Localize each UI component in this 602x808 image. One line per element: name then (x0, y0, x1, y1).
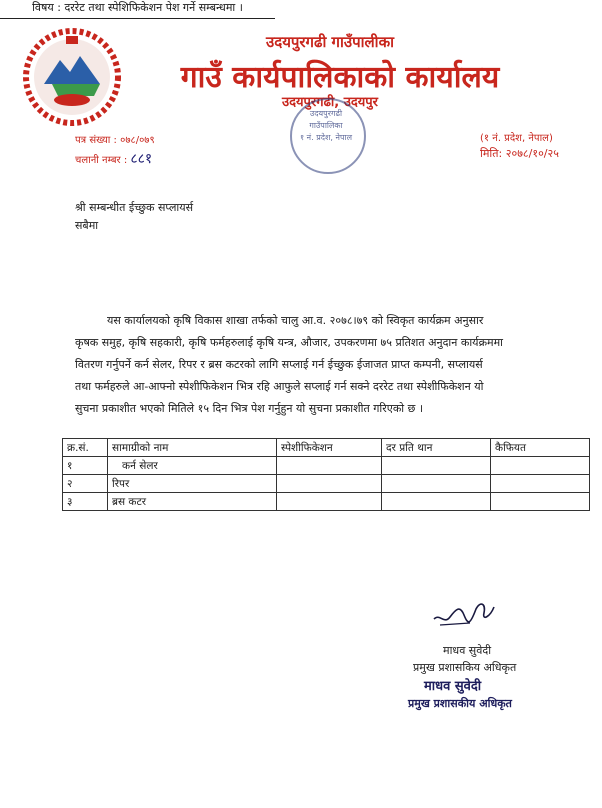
body-line: वितरण गर्नुपर्ने कर्न सेलर, रिपर र ब्रस कटरको लागि सप्लाई गर्न ईच्छुक ईजाजत प्राप्त कम्पनी, सप्लायर्स (75, 358, 483, 371)
table-row (63, 457, 590, 475)
table-cell (491, 493, 590, 511)
body-line: तथा फर्महरुले आ-आफ्नो स्पेशीफिकेशन भित्र रहि आफुले सप्लाई गर्न सक्ने दररेट तथा स्पेशीफिकेशन यो (75, 380, 484, 393)
table-cell: रिपर (108, 475, 277, 493)
table-cell (382, 493, 491, 511)
date (480, 146, 559, 161)
table-cell: १ (63, 457, 108, 475)
table-cell: २ (63, 475, 108, 493)
table-row (63, 493, 590, 511)
date-value: २०७८/१०/२५ (505, 147, 559, 160)
table-cell (382, 457, 491, 475)
title-stamp: प्रमुख प्रशासकीय अधिकृत (408, 697, 512, 710)
table-cell (277, 457, 382, 475)
dispatch-number (75, 149, 152, 168)
signatory-name: माधव सुवेदी (443, 644, 492, 657)
handwritten-signature-icon (430, 595, 500, 635)
letter-number-value: ०७८/०७९ (120, 135, 155, 146)
table-header-cell: कैफियत (491, 439, 590, 457)
table-header-cell: दर प्रति थान (382, 439, 491, 457)
items-table (62, 438, 590, 511)
body-line: कृषक समुह, कृषि सहकारी, कृषि फर्महरुलाई कृषि यन्त्र, औजार, उपकरणमा ७५ प्रतिशत अनुदान कार्यक्रममा (75, 336, 504, 349)
table-row (63, 475, 590, 493)
table-cell (491, 475, 590, 493)
dispatch-number-label: चलानी नम्बर : (75, 155, 128, 166)
letter-number (75, 132, 155, 146)
table-header-row (63, 439, 590, 457)
stamp-line: गाउँपालिका (309, 121, 343, 130)
table-header-cell: स्पेशीफिकेशन (277, 439, 382, 457)
table-cell: ३ (63, 493, 108, 511)
recipient-line: सबैमा (75, 219, 99, 232)
office-title: गाउँ कार्यपालिकाको कार्यालय (180, 60, 500, 95)
body-paragraph (75, 310, 585, 420)
subject-line: विषय : दररेट तथा स्पेशिफिकेशन पेश गर्ने सम्बन्धमा । (0, 0, 275, 19)
table-header-cell: सामाग्रीको नाम (108, 439, 277, 457)
recipient-line: श्री सम्बन्धीत ईच्छुक सप्लायर्स (75, 201, 194, 214)
stamp-line: उदयपुरगढी (309, 109, 343, 118)
table-cell (277, 493, 382, 511)
table-cell: कर्न सेलर (108, 457, 277, 475)
province-label: (१ नं. प्रदेश, नेपाल) (480, 133, 553, 144)
date-label: मिति: (480, 147, 503, 160)
municipality-name: उदयपुरगढी गाउँपालीका (266, 33, 394, 51)
office-stamp-text (286, 108, 366, 144)
letter-number-label: पत्र संख्या : (75, 135, 117, 146)
table-cell (277, 475, 382, 493)
office-address: उदयपुरगढी, उदयपुर (281, 95, 378, 110)
table-header-cell: क्र.सं. (63, 439, 108, 457)
table-cell (382, 475, 491, 493)
dispatch-number-value: ८८१ (130, 151, 153, 167)
nepal-emblem-icon (22, 22, 122, 132)
table-cell (491, 457, 590, 475)
body-line: यस कार्यालयको कृषि विकास शाखा तर्फको चालु आ.व. २०७८।७९ को स्विकृत कार्यक्रम अनुसार (107, 314, 484, 327)
name-stamp: माधव सुवेदी (424, 679, 482, 694)
signatory-title: प्रमुख प्रशासकिय अधिकृत (413, 661, 517, 674)
table-cell: ब्रस कटर (108, 493, 277, 511)
body-line: सुचना प्रकाशीत भएको मितिले १५ दिन भित्र पेश गर्नुहुन यो सुचना प्रकाशीत गरिएको छ । (75, 402, 424, 415)
stamp-line: १ नं. प्रदेश, नेपाल (299, 133, 353, 142)
